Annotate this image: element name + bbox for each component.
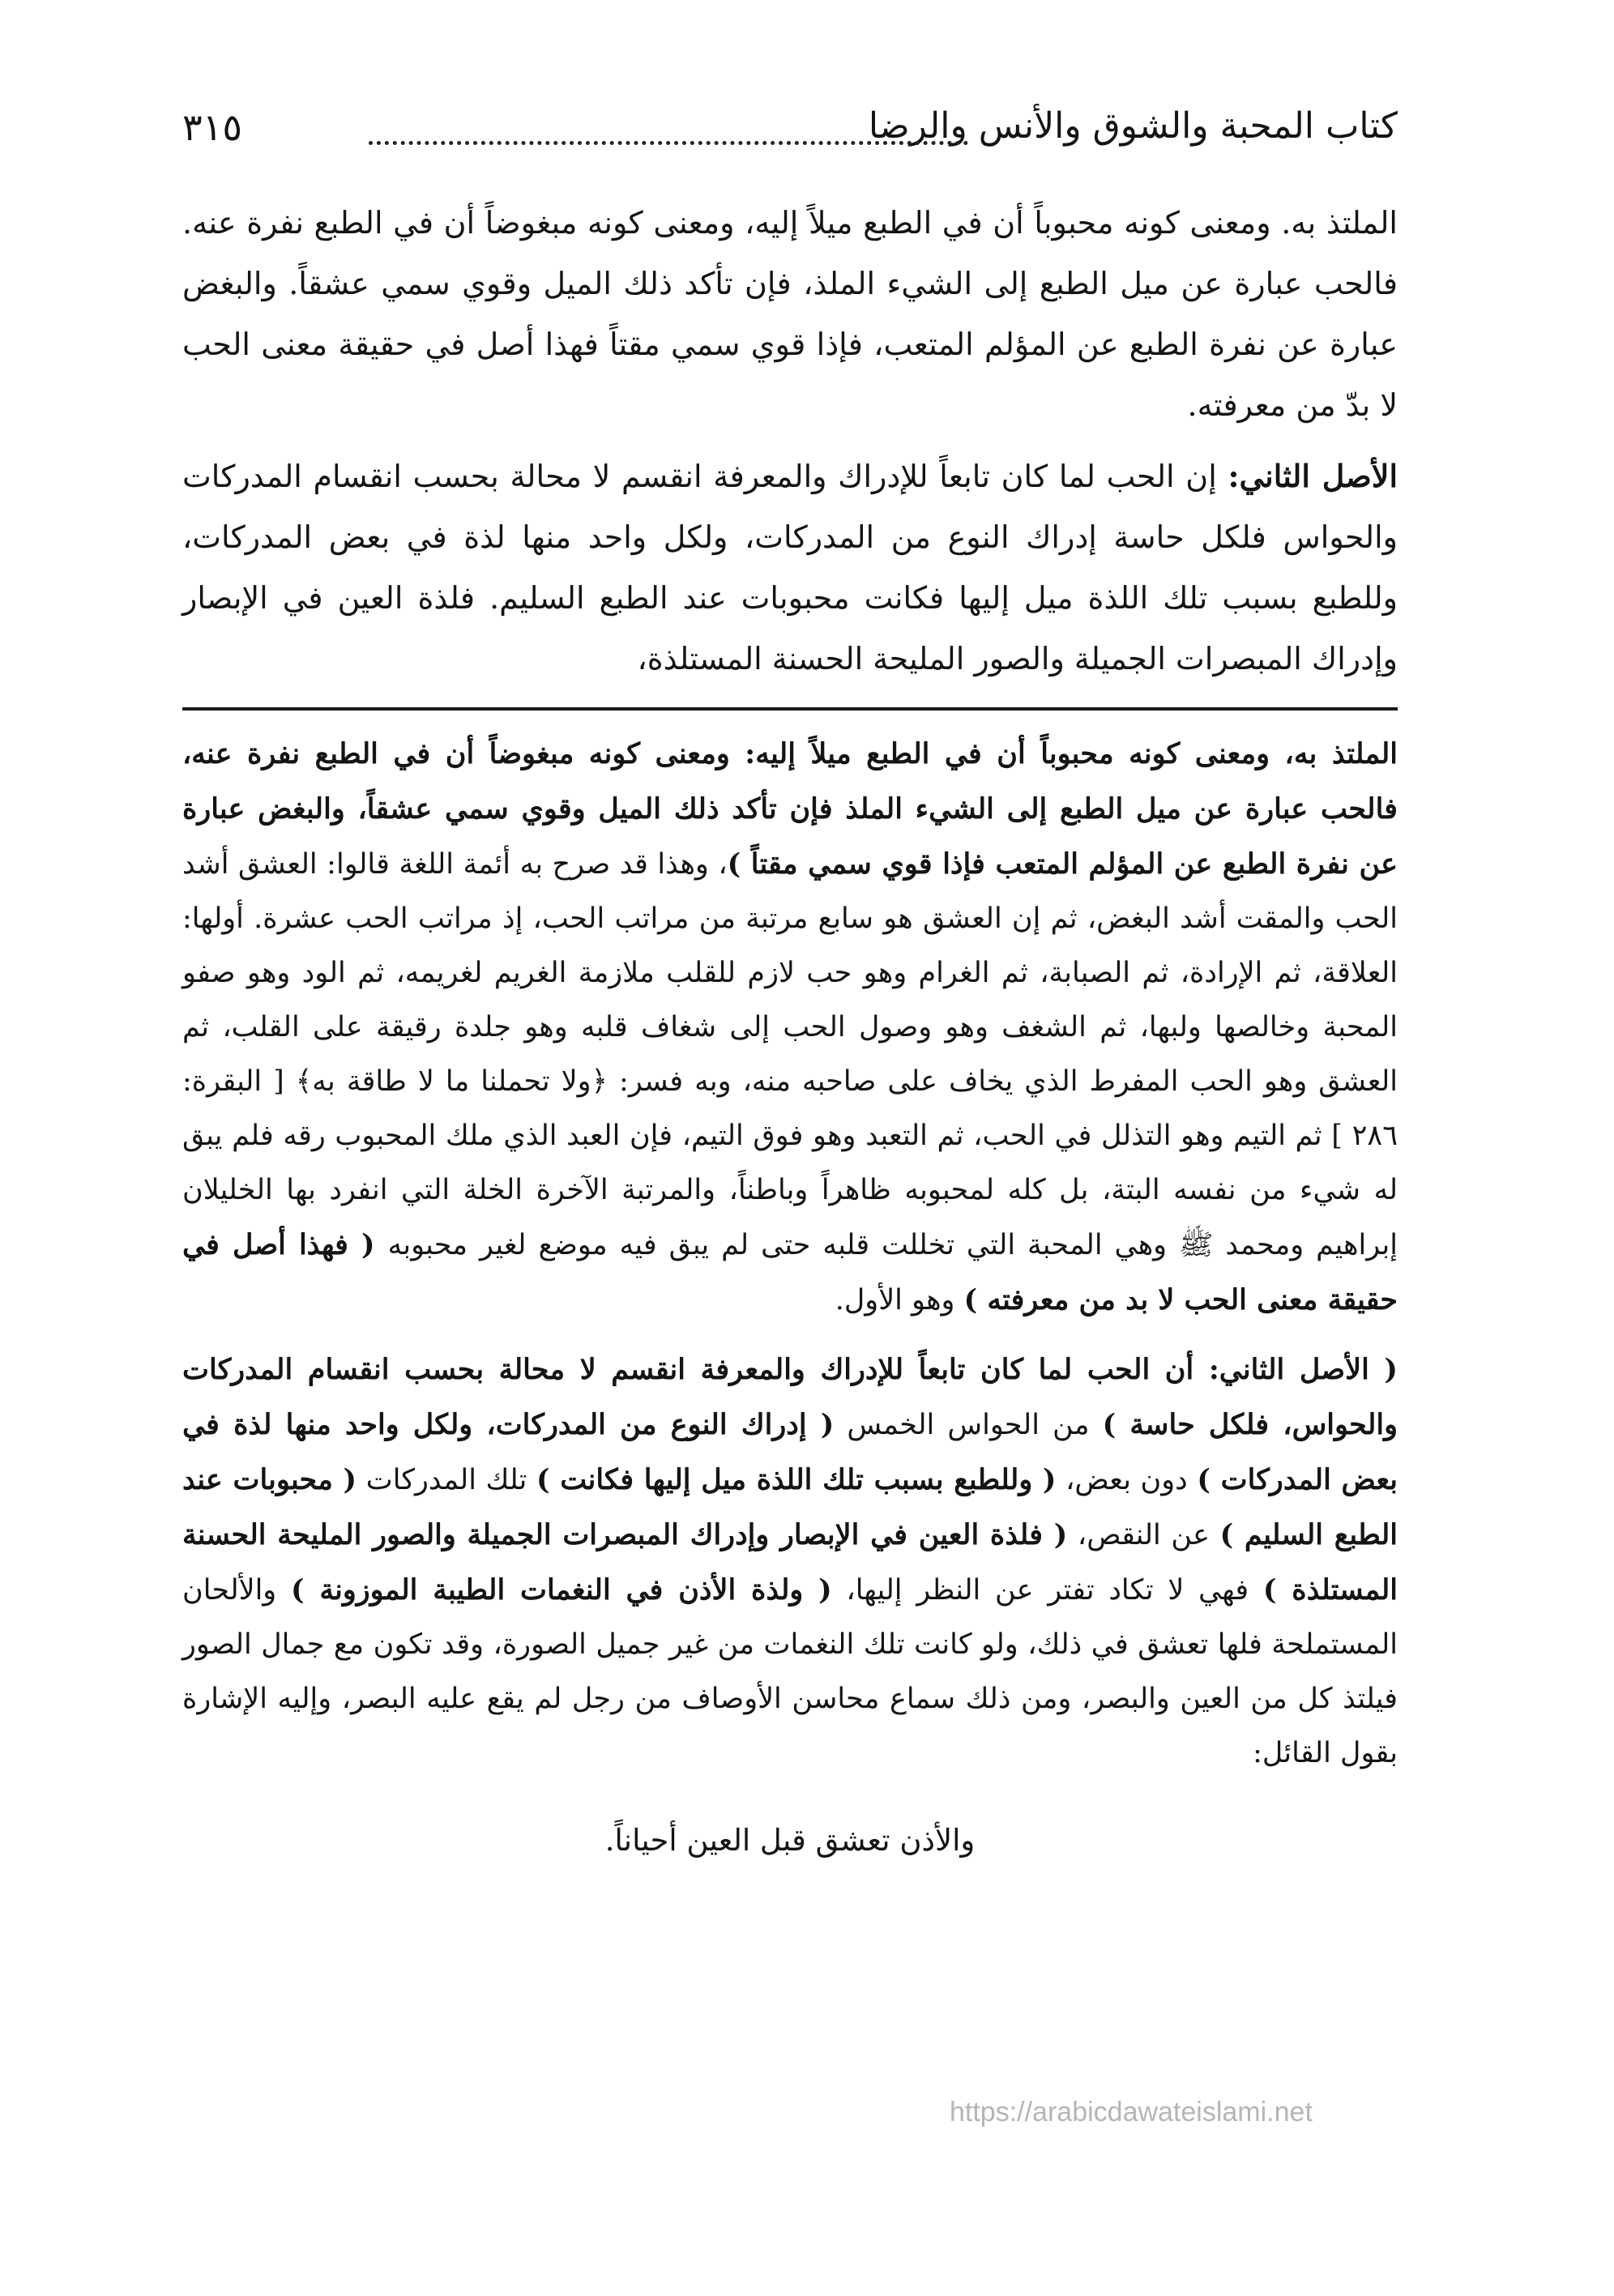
commentary-quoted-segment: ( فلذة العين في الإبصار وإدراك المبصرات الجميلة والصور المليحة الحسنة المستلذة ) <box>182 1518 1398 1607</box>
commentary-explanation-segment: فهي لا تكاد تفتر عن النظر إليها، <box>831 1574 1263 1607</box>
commentary-quoted-segment: ( محبوبات عند الطبع السليم ) <box>182 1463 1398 1551</box>
main-paragraph-2-text: إن الحب لما كان تابعاً للإدراك والمعرفة انقسم لا محالة بحسب انقسام المدركات والحواس فلكل حاسة إدراك النوع من المدركات، ولكل واحد منها لذة في بعض المدركات، وللطبع بسبب تلك اللذة ميل إليها فكانت محبوبات عند الطبع السليم. فلذة العين في الإبصار وإدراك المبصرات الجميلة والصور المليحة الحسنة المستلذة، <box>182 459 1398 676</box>
main-paragraph-2 <box>182 446 1398 689</box>
commentary-explanation-segment: والألحان المستملحة فلها تعشق في ذلك، ولو كانت تلك النغمات من غير جميل الصورة، وقد تكون مع جمال الصور فيلتذ كل من العين والبصر، ومن ذلك سماع محاسن الأوصاف من رجل لم يقع عليه البصر، وإليه الإشارة بقول القائل: <box>182 1574 1398 1769</box>
running-header <box>182 97 1398 170</box>
commentary-explanation-segment: من الحواس الخمس <box>834 1409 1103 1441</box>
commentary <box>182 727 1398 1867</box>
main-paragraph-1: الملتذ به. ومعنى كونه محبوباً أن في الطبع ميلاً إليه، ومعنى كونه مبغوضاً أن في الطبع نفرة عنه. فالحب عبارة عن ميل الطبع إلى الشيء الملذ، فإن تأكد ذلك الميل وقوي سمي عشقاً. والبغض عبارة عن نفرة الطبع عن المؤلم المتعب، فإذا قوي سمي مقتاً فهذا أصل في حقيقة معنى الحب لا بدّ من معرفته. <box>182 205 1398 423</box>
verse-line: والأذن تعشق قبل العين أحياناً. <box>604 1823 976 1858</box>
commentary-explanation: ، وهذا قد صرح به أئمة اللغة قالوا: العشق أشد الحب والمقت أشد البغض، ثم إن العشق هو سابع مرتبة من مراتب الحب، إذ مراتب الحب عشرة. أولها: العلاقة، ثم الإرادة، ثم الصبابة، ثم الغرام وهو حب لازم للقلب ملازمة الغريم لغريمه، ثم الود وهو صفو المحبة وخالصها ولبها، ثم الشغف وهو وصول الحب إلى شغاف قلبه وهو جلدة رقيقة على القلب، ثم العشق وهو الحب المفرط الذي يخاف على صاحبه منه، وبه فسر: ﴿ولا تحملنا ما لا طاقة به﴾ [ البقرة: ٢٨٦ ] ثم التيم وهو التذلل في الحب، ثم التعبد وهو فوق التيم، فإن العبد الذي ملك المحبوب رقه فلم يبق له شيء من نفسه البتة، بل كله لمحبوبه ظاهراً وباطناً، والمرتبة الآخرة الخلة التي انفرد بها الخليلان إبراهيم ومحمد ﷺ وهي المحبة التي تخللت قلبه حتى لم يبق فيه موضع لغير محبوبه <box>182 848 1398 1261</box>
commentary-paragraph-2 <box>182 1342 1398 1781</box>
section-heading-second-principle: الأصل الثاني: <box>1228 458 1398 494</box>
commentary-paragraph-1 <box>182 727 1398 1328</box>
header-dot-leader <box>369 141 968 145</box>
commentary-quoted-text: الملتذ به، ومعنى كونه محبوباً أن في الطبع ميلاً إليه: ومعنى كونه مبغوضاً أن في الطبع نفرة عنه، فالحب عبارة عن ميل الطبع إلى الشيء الملذ فإن تأكد ذلك الميل وقوي سمي عشقاً، والبغض عبارة عن نفرة الطبع عن المؤلم المتعب فإذا قوي سمي مقتاً ) <box>182 737 1398 881</box>
book-page <box>182 97 1398 2285</box>
watermark-url: https://arabicdawateislami.net <box>950 2097 1313 2127</box>
commentary-quoted-segment: ( إدراك النوع من المدركات، ولكل واحد منها لذة في بعض المدركات ) <box>182 1408 1398 1496</box>
commentary-quoted-segment: ( ولذة الأذن في النغمات الطيبة الموزونة ) <box>290 1573 832 1607</box>
main-text <box>182 193 1398 689</box>
commentary-quoted-tail: ( فهذا أصل في حقيقة معنى الحب لا بد من معرفته ) <box>182 1228 1398 1317</box>
page-number: ٣١٥ <box>182 105 243 149</box>
commentary-explanation-segment: دون بعض، <box>1056 1464 1198 1496</box>
commentary-end: وهو الأول. <box>835 1284 964 1317</box>
commentary-explanation-segment: عن النقص، <box>1067 1519 1220 1551</box>
footnote-divider <box>182 707 1398 711</box>
commentary-explanation-segment: تلك المدركات <box>357 1464 536 1496</box>
running-title: كتاب المحبة والشوق والأنس والرضا <box>868 105 1398 147</box>
commentary-quoted-segment: ( الأصل الثاني: أن الحب لما كان تابعاً للإدراك والمعرفة انقسم لا محالة بحسب انقسام المدركات والحواس، فلكل حاسة ) <box>182 1353 1398 1441</box>
commentary-quoted-segment: ( وللطبع بسبب تلك اللذة ميل إليها فكانت ) <box>536 1463 1057 1496</box>
